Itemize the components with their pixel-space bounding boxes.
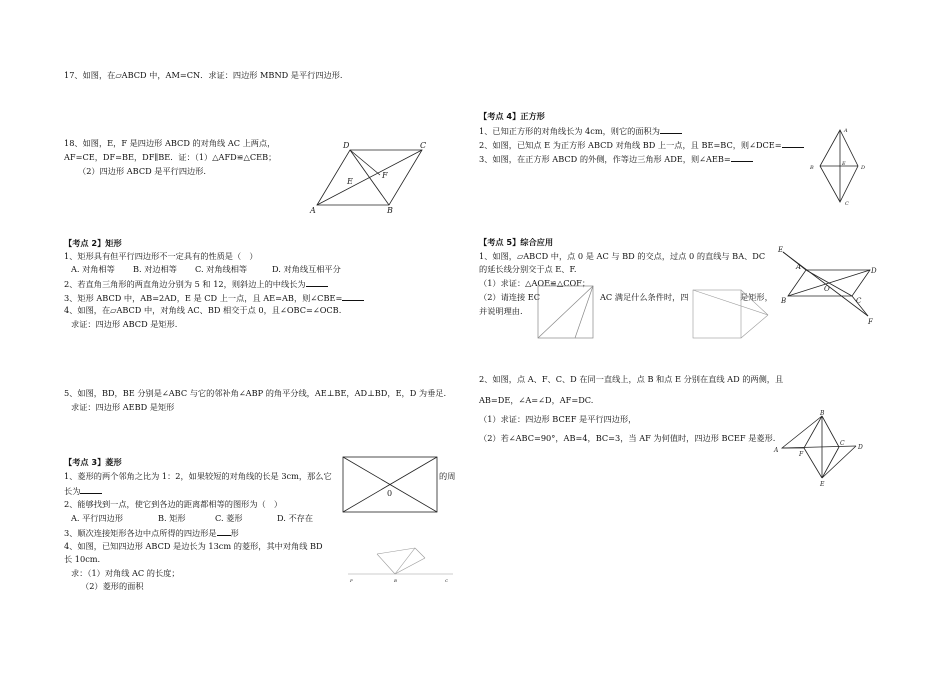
figure-parallelogram-efo: [778, 244, 878, 324]
figure-parallelogram-abcd: [305, 140, 430, 220]
k5-label-f: F: [868, 318, 873, 326]
section-title-comprehensive: 【考点 5】综合应用: [479, 237, 554, 247]
fig-rect-label-o: 0: [387, 489, 393, 498]
comp-q1-line1: 1、如图，▱ABCD 中，点 0 是 AC 与 BD 的交点，过点 0 的直线与 BA、DC: [479, 251, 766, 261]
figure-angle-bisectors: [345, 540, 455, 585]
fig-small-label-p: P: [350, 578, 353, 583]
q2-label-b: B: [820, 410, 825, 417]
q2-label-a: A: [774, 447, 779, 454]
section-title-rectangle: 【考点 2】矩形: [64, 238, 122, 248]
rhombus-q4-line3: 求：（1）对角线 AC 的长度；: [71, 568, 180, 578]
rect-q5-line2: 求证：四边形 AEBD 是矩形: [71, 402, 175, 412]
answer-blank: [782, 138, 804, 148]
k5-label-b: B: [781, 297, 787, 305]
fig18-label-f: F: [382, 171, 388, 180]
q2-label-f: F: [799, 451, 804, 458]
q2-label-e: E: [820, 481, 825, 488]
rhombus-q1-line1: 1、菱形的两个邻角之比为 1：2，如果较短的对角线的长是 3cm，那么它: [64, 471, 332, 481]
k5-label-e: E: [778, 246, 784, 254]
fig-small-label-b: B: [394, 578, 397, 583]
rect-q1-opt-c: C. 对角线相等: [195, 264, 248, 274]
answer-blank: [217, 526, 231, 536]
rhombus-q2-opt-c: C. 菱形: [215, 513, 243, 523]
comp-q1-line2: 的延长线分别交于点 E、F.: [479, 264, 577, 274]
rect-q2: 2、若直角三角形的两直角边分别为 5 和 12，则斜边上的中线长为: [64, 277, 328, 290]
comp-q1-line5: 并说明理由.: [479, 306, 523, 316]
section-title-square: 【考点 4】正方形: [479, 111, 545, 121]
rect-q4-line1: 4、如图，在▱ABCD 中，对角线 AC、BD 相交于点 0，且∠OBC=∠OCB.: [64, 305, 342, 315]
k5-label-a: A: [796, 263, 802, 271]
fig18-label-e: E: [347, 177, 353, 186]
kite-label-b: B: [810, 165, 814, 171]
square-q1: 1、已知正方形的对角线长为 4cm，则它的面积为: [479, 124, 682, 137]
comp-q1-line4c: 是矩形，: [740, 292, 773, 302]
fig18-label-a: A: [310, 206, 316, 215]
rect-q1: 1、矩形具有但平行四边形不一定具有的性质是（ ）: [64, 251, 258, 261]
question-17: 17、如图，在▱ABCD 中，AM=CN．求证：四边形 MBND 是平行四边形.: [64, 70, 343, 80]
figure-rectangle-diagonals: [340, 454, 440, 514]
question-18-line1: 18、如图，E，F 是四边形 ABCD 的对角线 AC 上两点，: [64, 138, 276, 148]
figure-kite: [805, 125, 865, 207]
k5-label-c: C: [856, 297, 862, 305]
rect-q1-opt-a: A. 对角相等: [71, 264, 115, 274]
square-q2: 2、如图，已知点 E 为正方形 ABCD 对角线 BD 上一点，且 BE=BC，则∠DCE=: [479, 138, 804, 151]
comp-q1-line3: （1）求证：△AOE≌△COF；: [479, 278, 591, 288]
figure-bcef: [774, 408, 864, 488]
kite-label-d: D: [861, 165, 866, 171]
comp-q2-line3: （1）求证：四边形 BCEF 是平行四边形，: [479, 414, 637, 424]
rhombus-q1-line1-tail: 的周: [439, 471, 456, 481]
k5-label-o: O: [824, 285, 830, 293]
kite-label-c: C: [845, 201, 849, 207]
rhombus-q4-line1: 4、如图，已知四边形 ABCD 是边长为 13cm 的菱形，其中对角线 BD: [64, 541, 323, 551]
rhombus-q2-opt-d: D. 不存在: [277, 513, 314, 523]
fig-small-label-c: C: [445, 578, 449, 583]
question-18-line3: （2）四边形 ABCD 是平行四边形.: [78, 166, 206, 176]
square-q3: 3、如图，在正方形 ABCD 的外侧，作等边三角形 ADE，则∠AEB=: [479, 152, 753, 165]
q2-label-d: D: [858, 444, 863, 451]
rhombus-q1-line2: 长为: [64, 484, 102, 497]
rhombus-q4-line4: （2）菱形的面积: [81, 581, 144, 591]
answer-blank: [731, 152, 753, 162]
answer-blank: [306, 277, 328, 287]
rhombus-q4-line2: 长 10cm.: [64, 554, 101, 564]
comp-q2-line1: 2、如图，点 A、F、C、D 在同一直线上，点 B 和点 E 分别在直线 AD 的两侧，且: [479, 374, 784, 384]
rect-q4-line2: 求证：四边形 ABCD 是矩形.: [71, 319, 178, 329]
figure-square-faint-2: [690, 287, 775, 347]
rect-q1-opt-d: D. 对角线互相平分: [272, 264, 341, 274]
q2-label-c: C: [840, 440, 845, 447]
comp-q2-line4: （2）若∠ABC=90°，AB=4，BC=3，当 AF 为何值时，四边形 BCEF 是菱形.: [479, 433, 776, 443]
rhombus-q3: 3、顺次连接矩形各边中点所得的四边形是 形: [64, 528, 239, 538]
comp-q1-line4a: （2）请连接 EC: [479, 292, 540, 302]
rhombus-q2-opt-a: A. 平行四边形: [71, 513, 124, 523]
kite-label-a: A: [844, 128, 848, 134]
rect-q5-line1: 5、如图，BD，BE 分别是∠ABC 与它的邻补角∠ABP 的角平分线，AE⊥BE，AD⊥BD，E，D 为垂足.: [64, 388, 447, 398]
answer-blank: [80, 484, 102, 494]
figure-square-faint-1: [535, 283, 600, 343]
fig18-label-b: B: [387, 206, 393, 215]
kite-label-e: E: [842, 161, 846, 167]
fig18-label-c: C: [420, 141, 427, 150]
comp-q1-line4b: AC 满足什么条件时，四: [600, 292, 689, 302]
rhombus-q2: 2、能够找到一点，使它到各边的距离都相等的图形为（ ）: [64, 499, 283, 509]
answer-blank: [660, 124, 682, 134]
k5-label-d: D: [871, 267, 877, 275]
fig18-label-d: D: [343, 141, 350, 150]
comp-q2-line2: AB=DE，∠A=∠D，AF=DC.: [479, 395, 594, 405]
answer-blank: [342, 291, 364, 301]
rect-q3: 3、矩形 ABCD 中，AB=2AD，E 是 CD 上一点，且 AE=AB，则∠CBE=: [64, 291, 364, 304]
question-18-line2: AF=CE，DF=BE，DF∥BE．证：（1）△AFD≌△CEB；: [64, 152, 277, 162]
rect-q1-opt-b: B. 对边相等: [133, 264, 177, 274]
section-title-rhombus: 【考点 3】菱形: [64, 457, 122, 467]
rhombus-q2-opt-b: B. 矩形: [158, 513, 186, 523]
